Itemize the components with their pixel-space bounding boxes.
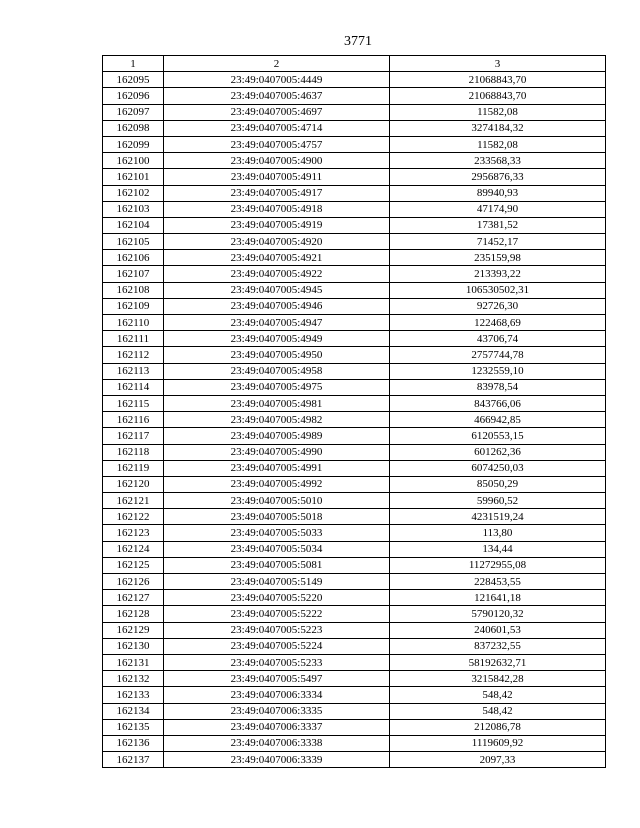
value-cell: 59960,52 [390,493,606,509]
table-row [103,654,606,670]
row-number-cell: 162111 [103,331,164,347]
cadastral-number-cell: 23:49:0407005:5149 [164,574,390,590]
row-number-cell: 162129 [103,622,164,638]
row-number-cell: 162116 [103,412,164,428]
cadastral-number-cell: 23:49:0407005:4920 [164,234,390,250]
value-cell: 1119609,92 [390,735,606,751]
table-row [103,687,606,703]
table-row [103,379,606,395]
cadastral-number-cell: 23:49:0407005:4975 [164,379,390,395]
row-number-cell: 162122 [103,509,164,525]
value-cell: 58192632,71 [390,654,606,670]
cadastral-number-cell: 23:49:0407005:5223 [164,622,390,638]
table-row [103,590,606,606]
data-table [102,55,606,768]
row-number-cell: 162126 [103,574,164,590]
value-cell: 3215842,28 [390,671,606,687]
cadastral-number-cell: 23:49:0407006:3337 [164,719,390,735]
row-number-cell: 162121 [103,493,164,509]
row-number-cell: 162130 [103,638,164,654]
row-number-cell: 162103 [103,201,164,217]
table-row [103,509,606,525]
row-number-cell: 162096 [103,88,164,104]
row-number-cell: 162105 [103,234,164,250]
page-number: 3771 [344,34,372,49]
value-cell: 17381,52 [390,217,606,233]
cadastral-number-cell: 23:49:0407005:4991 [164,460,390,476]
row-number-cell: 162128 [103,606,164,622]
row-number-cell: 162118 [103,444,164,460]
value-cell: 113,80 [390,525,606,541]
row-number-cell: 162125 [103,557,164,573]
table-row [103,185,606,201]
value-cell: 213393,22 [390,266,606,282]
cadastral-number-cell: 23:49:0407005:4918 [164,201,390,217]
table-row [103,282,606,298]
header-row [103,56,606,72]
value-cell: 548,42 [390,703,606,719]
table-row [103,234,606,250]
row-number-cell: 162132 [103,671,164,687]
row-number-cell: 162134 [103,703,164,719]
cadastral-number-cell: 23:49:0407005:5081 [164,557,390,573]
cadastral-number-cell: 23:49:0407005:4697 [164,104,390,120]
table-row [103,266,606,282]
row-number-cell: 162137 [103,752,164,768]
value-cell: 601262,36 [390,444,606,460]
row-number-cell: 162101 [103,169,164,185]
table-row [103,719,606,735]
cadastral-number-cell: 23:49:0407005:5033 [164,525,390,541]
value-cell: 43706,74 [390,331,606,347]
value-cell: 11582,08 [390,104,606,120]
value-cell: 122468,69 [390,315,606,331]
cadastral-number-cell: 23:49:0407006:3339 [164,752,390,768]
row-number-cell: 162102 [103,185,164,201]
row-number-cell: 162113 [103,363,164,379]
cadastral-number-cell: 23:49:0407005:5233 [164,654,390,670]
table-row [103,153,606,169]
value-cell: 548,42 [390,687,606,703]
table-row [103,574,606,590]
value-cell: 11272955,08 [390,557,606,573]
row-number-cell: 162107 [103,266,164,282]
table-row [103,347,606,363]
row-number-cell: 162120 [103,476,164,492]
value-cell: 5790120,32 [390,606,606,622]
cadastral-number-cell: 23:49:0407005:4989 [164,428,390,444]
column-header-2: 2 [164,56,390,72]
row-number-cell: 162108 [103,282,164,298]
table-body [103,72,606,768]
value-cell: 89940,93 [390,185,606,201]
value-cell: 2097,33 [390,752,606,768]
value-cell: 11582,08 [390,136,606,152]
row-number-cell: 162131 [103,654,164,670]
table-row [103,493,606,509]
row-number-cell: 162109 [103,298,164,314]
row-number-cell: 162119 [103,460,164,476]
value-cell: 6120553,15 [390,428,606,444]
row-number-cell: 162136 [103,735,164,751]
cadastral-number-cell: 23:49:0407005:4981 [164,395,390,411]
value-cell: 21068843,70 [390,72,606,88]
cadastral-number-cell: 23:49:0407005:4921 [164,250,390,266]
column-header-1: 1 [103,56,164,72]
cadastral-number-cell: 23:49:0407005:5222 [164,606,390,622]
cadastral-number-cell: 23:49:0407005:4757 [164,136,390,152]
row-number-cell: 162112 [103,347,164,363]
value-cell: 92726,30 [390,298,606,314]
table-row [103,412,606,428]
value-cell: 6074250,03 [390,460,606,476]
table-row [103,703,606,719]
cadastral-number-cell: 23:49:0407005:4982 [164,412,390,428]
table-header [103,56,606,72]
row-number-cell: 162124 [103,541,164,557]
cadastral-number-cell: 23:49:0407005:4919 [164,217,390,233]
cadastral-number-cell: 23:49:0407005:4958 [164,363,390,379]
value-cell: 134,44 [390,541,606,557]
cadastral-number-cell: 23:49:0407005:4945 [164,282,390,298]
row-number-cell: 162099 [103,136,164,152]
cadastral-number-cell: 23:49:0407005:4946 [164,298,390,314]
table-row [103,136,606,152]
cadastral-number-cell: 23:49:0407005:4900 [164,153,390,169]
value-cell: 240601,53 [390,622,606,638]
row-number-cell: 162117 [103,428,164,444]
table-row [103,476,606,492]
table-row [103,444,606,460]
table-row [103,298,606,314]
cadastral-number-cell: 23:49:0407005:5018 [164,509,390,525]
table-row [103,72,606,88]
value-cell: 212086,78 [390,719,606,735]
cadastral-number-cell: 23:49:0407005:4911 [164,169,390,185]
table-row [103,525,606,541]
row-number-cell: 162098 [103,120,164,136]
table-row [103,201,606,217]
cadastral-number-cell: 23:49:0407005:4949 [164,331,390,347]
row-number-cell: 162110 [103,315,164,331]
cadastral-number-cell: 23:49:0407005:5220 [164,590,390,606]
column-header-3: 3 [390,56,606,72]
value-cell: 843766,06 [390,395,606,411]
row-number-cell: 162100 [103,153,164,169]
cadastral-number-cell: 23:49:0407006:3335 [164,703,390,719]
cadastral-number-cell: 23:49:0407005:4917 [164,185,390,201]
table-row [103,541,606,557]
row-number-cell: 162133 [103,687,164,703]
row-number-cell: 162106 [103,250,164,266]
value-cell: 71452,17 [390,234,606,250]
row-number-cell: 162104 [103,217,164,233]
value-cell: 83978,54 [390,379,606,395]
value-cell: 106530502,31 [390,282,606,298]
cadastral-number-cell: 23:49:0407005:4714 [164,120,390,136]
table-row [103,88,606,104]
table-row [103,606,606,622]
table-row [103,735,606,751]
table-row [103,557,606,573]
table-row [103,120,606,136]
table-row [103,315,606,331]
cadastral-number-cell: 23:49:0407005:4992 [164,476,390,492]
cadastral-number-cell: 23:49:0407005:4637 [164,88,390,104]
value-cell: 3274184,32 [390,120,606,136]
cadastral-number-cell: 23:49:0407005:5010 [164,493,390,509]
row-number-cell: 162135 [103,719,164,735]
value-cell: 1232559,10 [390,363,606,379]
cadastral-number-cell: 23:49:0407005:5224 [164,638,390,654]
table-row [103,752,606,768]
value-cell: 2956876,33 [390,169,606,185]
table-row [103,428,606,444]
row-number-cell: 162115 [103,395,164,411]
cadastral-number-cell: 23:49:0407005:4947 [164,315,390,331]
table-row [103,622,606,638]
cadastral-number-cell: 23:49:0407006:3338 [164,735,390,751]
value-cell: 837232,55 [390,638,606,654]
table-row [103,169,606,185]
cadastral-number-cell: 23:49:0407005:4990 [164,444,390,460]
table-row [103,638,606,654]
cadastral-number-cell: 23:49:0407005:5497 [164,671,390,687]
cadastral-number-cell: 23:49:0407006:3334 [164,687,390,703]
value-cell: 85050,29 [390,476,606,492]
table-row [103,395,606,411]
table-row [103,331,606,347]
value-cell: 4231519,24 [390,509,606,525]
row-number-cell: 162127 [103,590,164,606]
row-number-cell: 162095 [103,72,164,88]
value-cell: 21068843,70 [390,88,606,104]
value-cell: 233568,33 [390,153,606,169]
value-cell: 466942,85 [390,412,606,428]
row-number-cell: 162123 [103,525,164,541]
value-cell: 121641,18 [390,590,606,606]
value-cell: 47174,90 [390,201,606,217]
cadastral-number-cell: 23:49:0407005:4449 [164,72,390,88]
table-row [103,363,606,379]
cadastral-number-cell: 23:49:0407005:5034 [164,541,390,557]
value-cell: 235159,98 [390,250,606,266]
table-row [103,217,606,233]
value-cell: 2757744,78 [390,347,606,363]
row-number-cell: 162097 [103,104,164,120]
table-row [103,460,606,476]
cadastral-number-cell: 23:49:0407005:4922 [164,266,390,282]
value-cell: 228453,55 [390,574,606,590]
table-row [103,104,606,120]
table-row [103,671,606,687]
row-number-cell: 162114 [103,379,164,395]
cadastral-number-cell: 23:49:0407005:4950 [164,347,390,363]
table-row [103,250,606,266]
